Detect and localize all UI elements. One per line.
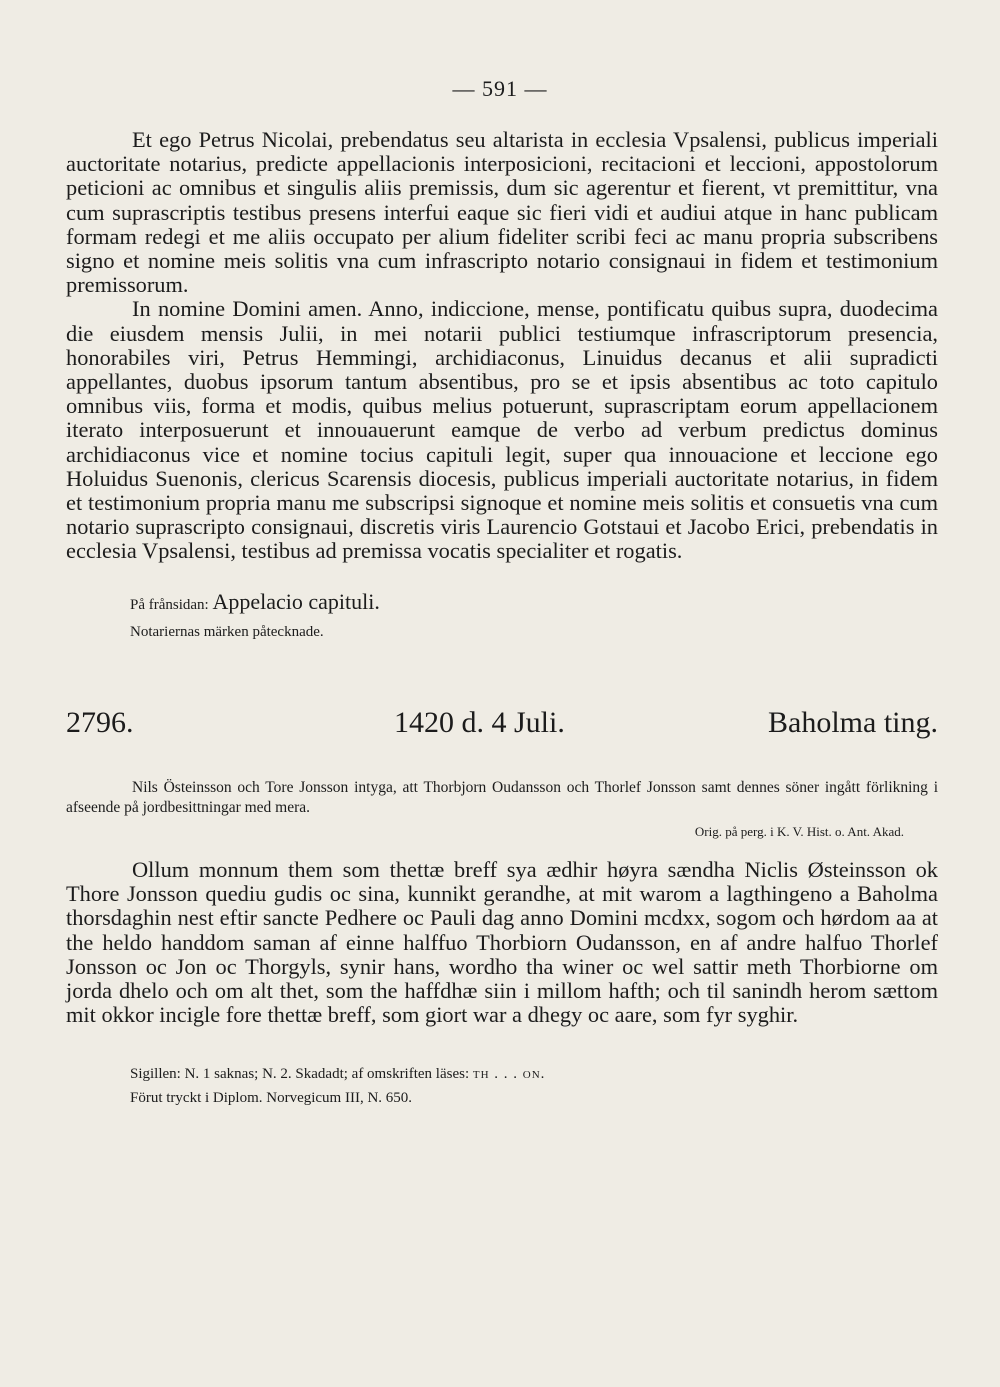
seal-label: Sigillen: bbox=[130, 1066, 181, 1082]
backside-text: Appelacio capituli. bbox=[212, 589, 380, 614]
backside-note bbox=[130, 589, 380, 615]
backside-label: På frånsidan: bbox=[130, 597, 209, 613]
page-number: — 591 — bbox=[452, 76, 548, 101]
notary-paragraph-2: In nomine Domini amen. Anno, indiccione, mense, pontificatu quibus supra, duodecima die eiusdem mensis Julii, in mei notarii publici testiumque infrascriptorum presencia, honorabiles viri, Petrus Hemmingi, archidiaconus, Linuidus decanus et alii supradicti appellantes, duobus ipsorum tantum absentibus, pro se et ipsis absentibus ac toto capitulo omnibus viis, forma et modis, quibus melius potuerunt, suprascriptam eorum appellacionem iterato interposuerunt et innouauerunt eamque de verbo ad verbum predictus dominus archidiaconus vice et nomine tocius capituli legit, super qua innouacione et leccione ego Holuidus Suenonis, clericus Scarensis diocesis, publicus imperiali auctoritate notarius, in fidem et testimonium propria manu me subscripsi signoque et nomine meis solitis et consuetis vna cum notario suprascripto consignaui, discretis viris Laurencio Gotstaui et Jacobo Erici, prebendatis in ecclesia Vpsalensi, testibus ad premissa vocatis specialiter et rogatis. bbox=[66, 296, 938, 564]
notary-marks-note: Notariernas märken påtecknade. bbox=[130, 624, 324, 640]
notary-paragraph-1: Et ego Petrus Nicolai, prebendatus seu altarista in ecclesia Vpsalensi, publicus imperiali auctoritate notarius, predicte appellacionis interposicioni, recitacioni et leccioni, appostolorum peticioni ac omnibus et singulis aliis premissis, dum sic agerentur et fierent, vt premittitur, vna cum suprascriptis testibus presens interfui eaque sic fieri vidi et audiui atque in hanc publicam formam redegi et me aliis occupato per alium fideliter scribi feci ac manu propria subscribens signo et nomine meis solitis vna cum infrascripto notario consignaui in fidem et testimonium premissorum. bbox=[66, 127, 938, 298]
entry-body bbox=[66, 858, 938, 1027]
entry-source: Orig. på perg. i K. V. Hist. o. Ant. Akad. bbox=[694, 824, 904, 839]
entry-heading bbox=[66, 706, 938, 750]
entry-text: Ollum monnum them som thettæ breff sya ædhir høyra sændha Niclis Østeinsson ok Thore Jonsson quediu gudis oc sina, kunnikt gerandhe, at mit warom a lagthingeno a Baholma thorsdaghin nest eftir sancte Pedhere oc Pauli dag anno Domini mcdxx, sogom och hørdom aa at the heldo handdom saman af einne halffuo Thorbiorn Oudansson, en af andre halfuo Thorlef Jonsson oc Jon oc Thorgyls, synir hans, wordho tha winer oc wel sattir meth Thorbiorne om jorda dhelo och om alt thet, som the haffdhæ siin i millom hafth; och til sanindh herom sættom mit okkor incigle fore thettæ breff, som giort war a dhegy oc aare, som fyr syghir. bbox=[66, 857, 938, 1028]
entry-date: 1420 d. 4 Juli. bbox=[394, 706, 565, 739]
seal-note bbox=[130, 1064, 545, 1084]
entry-number: 2796. bbox=[66, 706, 134, 739]
printed-note: Förut tryckt i Diplom. Norvegicum III, N. 650. bbox=[130, 1090, 413, 1106]
continuation-text bbox=[66, 128, 938, 564]
seal-legend: th . . . on. bbox=[472, 1066, 546, 1082]
seal-text: N. 1 saknas; N. 2. Skadadt; af omskriften läses: bbox=[184, 1066, 470, 1082]
entry-place: Baholma ting. bbox=[768, 706, 938, 739]
entry-summary: Nils Östeinsson och Tore Jonsson intyga, att Thorbjorn Oudansson och Thorlef Jonsson samt dennes söner ingått förlikning i afseende på jordbesittningar med mera. bbox=[66, 779, 938, 816]
